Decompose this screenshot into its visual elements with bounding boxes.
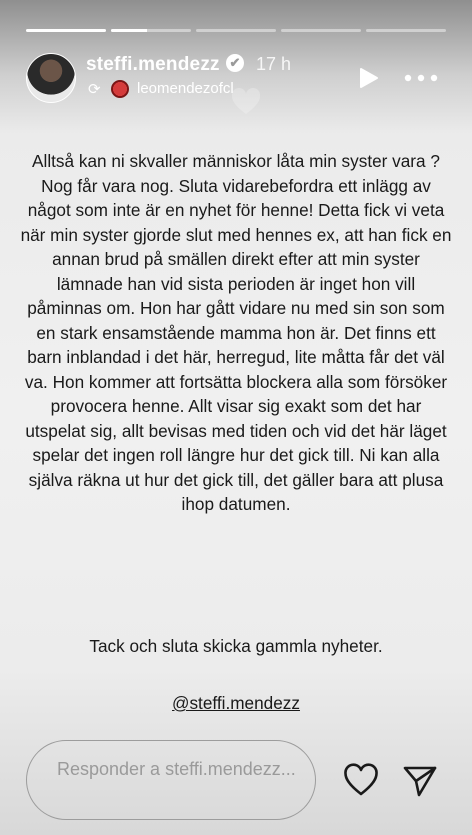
progress-fill	[26, 29, 106, 32]
heart-watermark-icon	[230, 88, 262, 116]
post-time: 17 h	[256, 54, 292, 74]
progress-segment	[111, 29, 191, 32]
play-icon[interactable]	[357, 67, 379, 89]
more-icon[interactable]	[404, 74, 438, 82]
repost-username[interactable]: leomendezofcl	[137, 80, 234, 97]
reply-input[interactable]: Responder a steffi.mendezz...	[26, 740, 316, 820]
heart-icon[interactable]	[343, 763, 379, 797]
mention-text[interactable]: @steffi.mendezz	[172, 693, 300, 713]
send-icon[interactable]	[402, 764, 438, 798]
story-paragraph: Alltså kan ni skvaller människor låta min syster vara ? Nog får vara nog. Sluta vidarebefordra ett inlägg av något som inte är en nyhet för henne! Detta fick vi veta när min syster gjorde slut med hennes ex, att han fick en annan brud på smällen direkt efter att min syster lämnade han vid sista perioden är inget hon vill påminnas om. Hon har gått vidare nu med sin son som en stark ensamstående mamma hon är. Det finns ett barn inblandad i det här, herregud, lite måtta får det väl va. Hon kommer att fortsätta blockera alla som försöker provocera henne. Allt visar sig exakt som det har utspelat sig, allt bevisas med tiden och vid det här läget spelar det ingen roll längre hur det gick till. Ni kan alla själva räkna ut hur det gick till, det gäller bara att plusa ihop datumen.	[20, 151, 452, 514]
verified-icon: ✔	[226, 54, 244, 72]
progress-segment	[366, 29, 446, 32]
story-progress-bar	[26, 29, 446, 32]
avatar[interactable]	[26, 53, 76, 103]
progress-segment	[281, 29, 361, 32]
repost-icon: ⟳	[88, 81, 101, 98]
username[interactable]: steffi.mendezz	[86, 54, 220, 75]
repost-avatar[interactable]	[111, 80, 129, 98]
progress-fill	[111, 29, 147, 32]
progress-segment	[26, 29, 106, 32]
progress-segment	[196, 29, 276, 32]
story-text	[20, 149, 452, 517]
mention-sticker[interactable]	[20, 693, 452, 714]
story-thanks-line: Tack och sluta skicka gammla nyheter.	[89, 636, 383, 656]
